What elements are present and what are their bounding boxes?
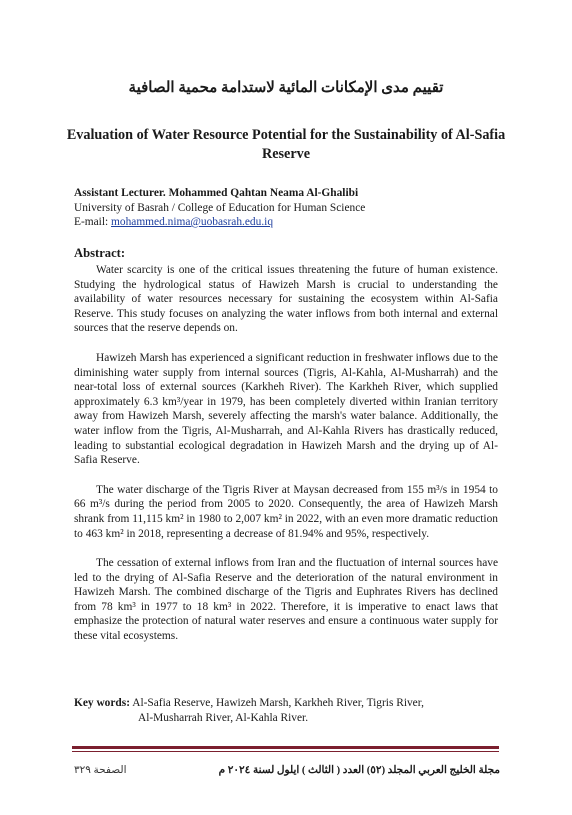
keywords-line-2: Al-Musharrah River, Al-Kahla River. — [138, 712, 309, 724]
affiliation: University of Basrah / College of Education for Human Science — [74, 201, 366, 214]
footer-page-number: الصفحة ٣٢٩ — [74, 765, 127, 776]
abstract-paragraph-4: The cessation of external inflows from Iran and the fluctuation of internal sources have led to the drying of Al-Safia Reserve and the deterioration of the natural environment in Hawizeh Marsh. The combined discharge of the Tigris and Euphrates Rivers has declined from 78 km³ in 1977 to 18 km³ in 2022. Therefore, it is imperative to enact laws that emphasize the protection of natural water reserves and ensure a continuous water supply for these vital ecosystems. — [74, 557, 498, 643]
abstract-paragraph-1: Water scarcity is one of the critical issues threatening the future of human existence. Studying the hydrological status of Hawizeh Marsh is crucial to understanding the availability of water resources necessary for sustaining the ecosystem within Al-Safia Reserve. This study focuses on analyzing the water inflows from both internal and external sources that the reserve depends on. — [74, 264, 498, 335]
footer-rule-thick — [72, 746, 499, 749]
abstract-paragraph-2: Hawizeh Marsh has experienced a significant reduction in freshwater inflows due to the diminishing water supply from internal sources (Tigris, Al-Kahla, Al-Musharrah) and the near-total loss of external sources (Karkheh River). The Karkheh River, which supplied approximately 6.3 km³/year in 1979, has been completely diverted within Iranian territory away from Hawizeh Marsh, severely affecting the marsh's water balance. Additionally, the water inflow from the Tigris, Al-Musharrah, and Al-Kahla Rivers has drastically reduced, leading to substantial ecological degradation in Hawizeh Marsh and the drying up of Al-Safia Reserve. — [74, 351, 498, 467]
keywords-label: Key words: — [74, 697, 130, 709]
footer-rule-thin — [72, 751, 499, 752]
keywords — [74, 696, 498, 726]
email-line — [74, 215, 504, 230]
author-block — [74, 186, 504, 230]
footer-journal-citation: مجلة الخليج العربي المجلد (٥٢) العدد ( الثالث ) ايلول لسنة ٢٠٢٤ م — [218, 765, 500, 776]
email-label: E-mail: — [74, 216, 112, 228]
abstract-paragraph-3: The water discharge of the Tigris River at Maysan decreased from 155 m³/s in 1954 to 66 m³/s during the period from 2005 to 2020. Consequently, the area of Hawizeh Marsh shrank from 11,115 km² in 1980 to 2,007 km² in 2022, with an even more dramatic reduction to 463 km² in 2018, representing a decrease of 81.94% and 95%, respectively. — [74, 483, 498, 540]
running-header: تقييم مدى الإمكانات المائية لاستدامة محمية الصافية — [128, 80, 444, 96]
email-link[interactable]: mohammed.nima@uobasrah.edu.iq — [111, 216, 274, 228]
abstract-heading: Abstract: — [74, 246, 126, 260]
abstract-body — [74, 263, 498, 659]
paper-title: Evaluation of Water Resource Potential for the Sustainability of Al-Safia Reserve — [66, 127, 506, 162]
author-name: Assistant Lecturer. Mohammed Qahtan Neama Al-Ghalibi — [74, 187, 359, 199]
keywords-line-1: Al-Safia Reserve, Hawizeh Marsh, Karkheh River, Tigris River, — [132, 697, 424, 709]
